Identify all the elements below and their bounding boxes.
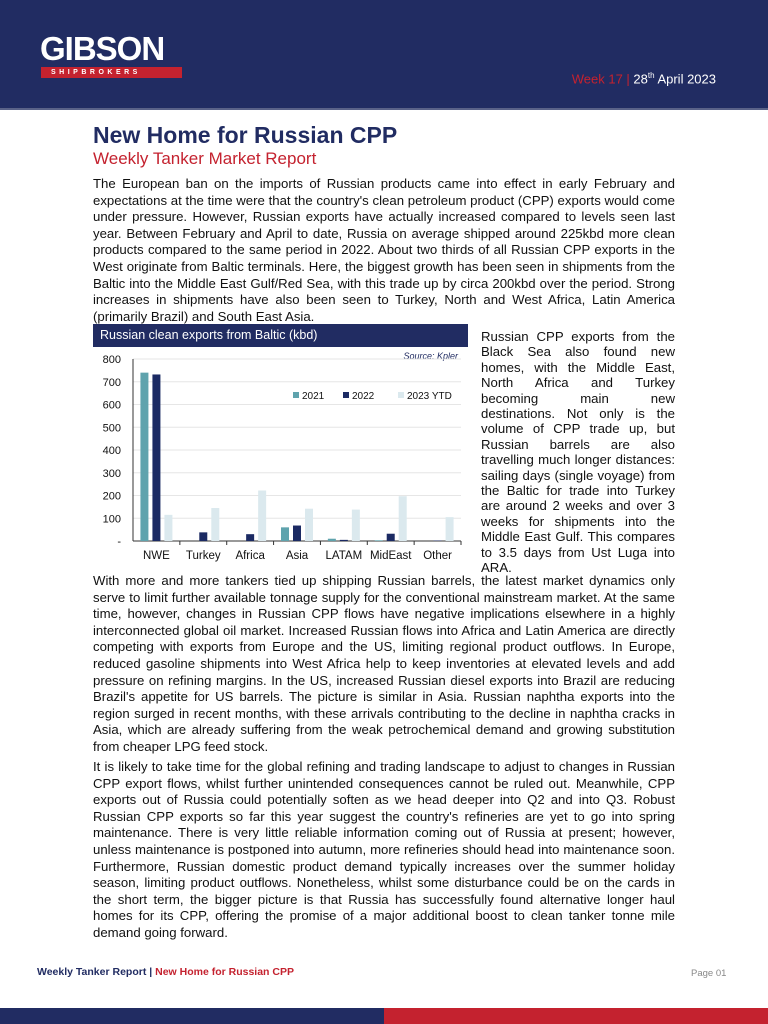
x-tick-label: NWE bbox=[143, 550, 170, 562]
issue-info bbox=[572, 71, 716, 86]
y-tick-label: 100 bbox=[102, 513, 121, 526]
bar-2022-asia bbox=[293, 526, 301, 541]
chart-plot bbox=[93, 347, 468, 568]
date-rest: April 2023 bbox=[654, 71, 716, 87]
chart-source: Source: Kpler bbox=[403, 351, 458, 361]
legend-swatch bbox=[343, 392, 349, 398]
week-label: Week 17 bbox=[571, 71, 623, 87]
logo-subtitle: SHIPBROKERS bbox=[41, 67, 182, 78]
bar-2021-asia bbox=[281, 527, 289, 541]
x-tick-label: Other bbox=[423, 550, 452, 562]
footer-sep: | bbox=[146, 966, 156, 978]
page-title: New Home for Russian CPP bbox=[93, 122, 398, 148]
x-tick-label: LATAM bbox=[325, 550, 363, 562]
x-tick-label: Africa bbox=[235, 550, 265, 562]
chart-title: Russian clean exports from Baltic (kbd) bbox=[93, 324, 468, 347]
bar-2022-turkey bbox=[199, 532, 207, 541]
bar-2022-mideast bbox=[387, 534, 395, 541]
date-day: 28 bbox=[633, 71, 648, 87]
x-tick-label: Turkey bbox=[185, 550, 221, 562]
bar-2023-ytd-nwe bbox=[164, 515, 172, 541]
footer-article: New Home for Russian CPP bbox=[155, 966, 294, 978]
gibson-logo: GIBSON bbox=[40, 30, 165, 67]
y-tick-label: 700 bbox=[102, 376, 121, 389]
paragraph-market: With more and more tankers tied up shipping Russian barrels, the latest market dynamics only serve to limit further available tonnage supply for the conventional mainstream market. At the same time, however, changes in Russian CPP flows have negative implications elsewhere in a highly interconnected global oil market. Increased Russian flows into Africa and Latin America are directly competing with exports from Europe and the US, limiting regional product outflows. In Europe, reduced gasoline shipments into West Africa help to keep inventories at elevated levels and add pressure on refining margins. In the US, increased Russian diesel exports into Brazil are reducing Brazil's appetite for US barrels. The picture is similar in Asia. Russian naphtha exports into the region surged in recent months, with these arrivals contributing to the decline in naphtha cracks in Asia, which are already suffering from the weak petrochemical demand and growing substitution from cheaper LPG feed stock. bbox=[93, 573, 675, 754]
date-suffix: th bbox=[647, 71, 655, 80]
separator: | bbox=[622, 71, 634, 87]
bar-2023-ytd-turkey bbox=[211, 508, 219, 541]
y-tick-label: - bbox=[117, 536, 121, 548]
legend-swatch bbox=[293, 392, 299, 398]
y-tick-label: 200 bbox=[102, 490, 121, 503]
y-tick-label: 300 bbox=[102, 467, 121, 480]
bar-2023-ytd-asia bbox=[305, 509, 313, 541]
legend-label: 2021 bbox=[302, 391, 325, 402]
footer-title bbox=[37, 966, 294, 978]
page-number: Page 01 bbox=[691, 968, 727, 979]
header-banner bbox=[0, 0, 768, 110]
bar-2021-mideast bbox=[375, 540, 383, 541]
y-tick-label: 600 bbox=[102, 399, 121, 412]
footer-report: Weekly Tanker Report bbox=[37, 966, 147, 978]
bar-chart bbox=[93, 324, 468, 568]
y-tick-label: 500 bbox=[102, 422, 121, 435]
footer-bar-red bbox=[384, 1008, 768, 1024]
legend-swatch bbox=[398, 392, 404, 398]
bar-2022-nwe bbox=[152, 374, 160, 541]
bar-2023-ytd-latam bbox=[352, 510, 360, 541]
legend-label: 2022 bbox=[352, 391, 375, 402]
x-tick-label: MidEast bbox=[369, 550, 412, 562]
legend-label: 2023 YTD bbox=[407, 391, 452, 402]
paragraph-outlook: It is likely to take time for the global refining and trading landscape to adjust to changes in Russian CPP export flows, whilst further unintended consequences cannot be ruled out. Meanwhile, CPP exports out of Russia could potentially soften as we head deeper into Q2 and into Q3. Robust Russian CPP exports so far this year suggest the country's refineries are yet to go into spring maintenance. There is very little reliable information coming out of Russia at present; however, unless maintenance is postponed into autumn, more refineries should head into maintenance soon. Furthermore, Russian domestic product demand typically increases over the summer holiday season, limiting product outflows. Nonetheless, whilst some disturbance could be on the cards in the short term, the bigger picture is that Russia has successfully found alternative longer haul homes for its CPP, offering the promise of a major additional boost to clean tanker tonne mile demand going forward. bbox=[93, 759, 675, 940]
bar-2021-nwe bbox=[140, 373, 148, 541]
y-tick-label: 800 bbox=[102, 354, 121, 366]
x-tick-label: Asia bbox=[285, 550, 309, 562]
bar-2023-ytd-africa bbox=[258, 490, 266, 541]
bar-2022-latam bbox=[340, 540, 348, 541]
side-paragraph: Russian CPP exports from the Black Sea also found new homes, with the Middle East, North Africa and Turkey becoming main new destinations. Not only is the volume of CPP trade up, but Russian barrels are also travelling much longer distances: sailing days (single voyage) from the Baltic for trade into Turkey are around 2 weeks and over 3 weeks for shipments into the Middle East Gulf. This compares to 3.5 days from Ust Luga into ARA. bbox=[481, 329, 675, 576]
footer-bar-blue bbox=[0, 1008, 384, 1024]
bar-2022-africa bbox=[246, 534, 254, 541]
y-tick-label: 400 bbox=[102, 445, 121, 457]
page-subtitle: Weekly Tanker Market Report bbox=[93, 149, 317, 168]
paragraph-intro: The European ban on the imports of Russian products came into effect in early February and expectations at the time were that the country's clean petroleum product (CPP) exports would come under pressure. However, Russian exports have actually increased compared to levels seen last year. Between February and April to date, Russia on average shipped around 225kbd more clean products compared to the same period in 2022. About two thirds of all Russian CPP exports in the West originate from Baltic terminals. Here, the biggest growth has been seen in shipments from the Baltic into the Middle East Gulf/Red Sea, with this trade up by circa 200kbd over the period. Strong increases in shipments have also been seen to Turkey, North and West Africa, Latin America (primarily Brazil) and South East Asia. bbox=[93, 176, 675, 324]
bar-2023-ytd-mideast bbox=[399, 496, 407, 541]
bar-2023-ytd-other bbox=[446, 517, 454, 541]
bar-2021-latam bbox=[328, 539, 336, 541]
